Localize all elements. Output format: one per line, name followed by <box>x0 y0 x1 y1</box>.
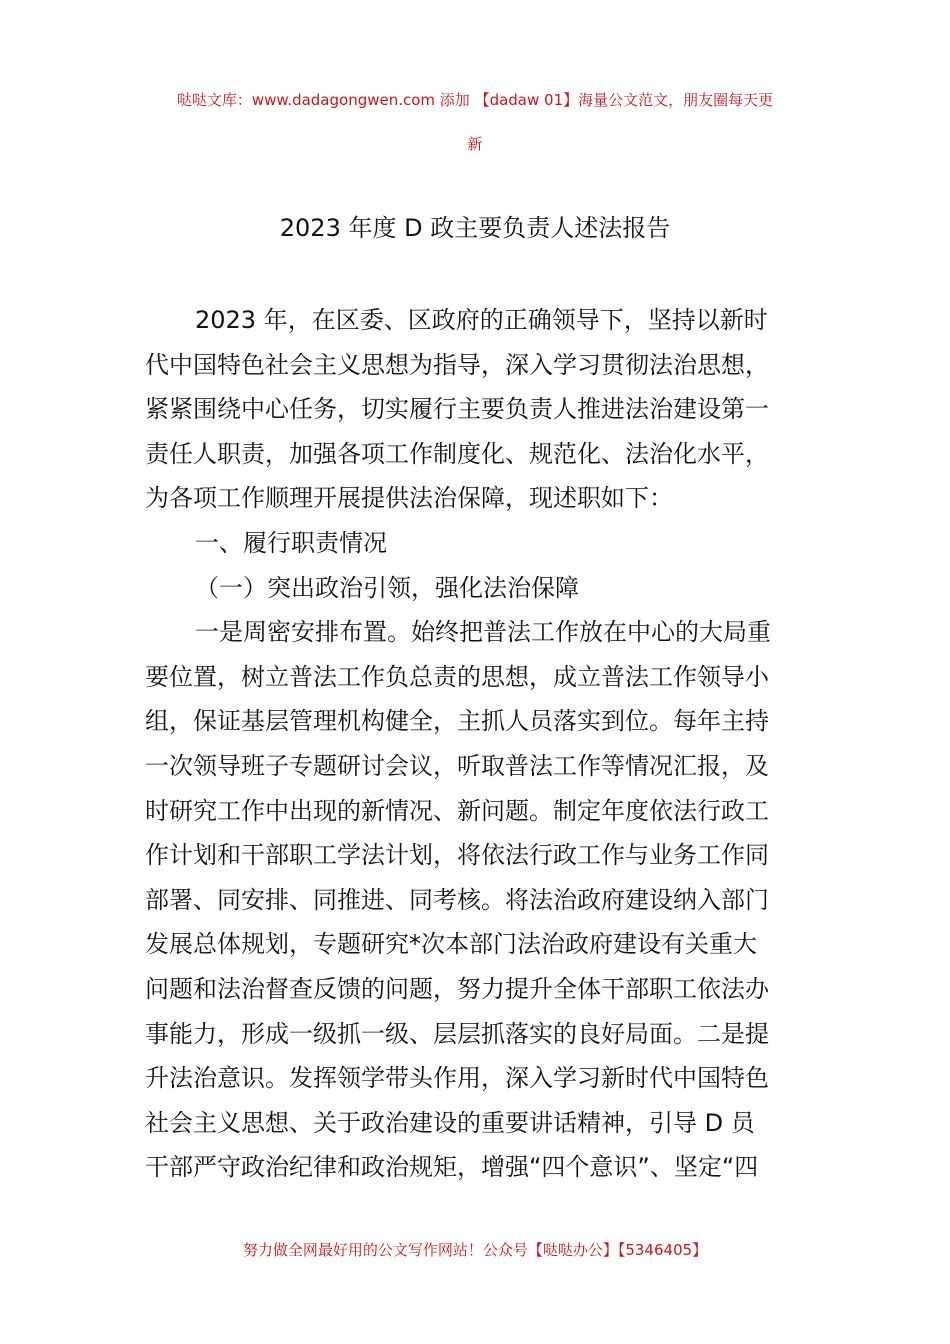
body-line: 问题和法治督查反馈的问题，努力提升全体干部职工依法办 <box>145 974 769 1003</box>
body-line: 一是周密安排布置。始终把普法工作放在中心的大局重 <box>195 618 771 647</box>
body-line: 事能力，形成一级抓一级、层层抓落实的良好局面。二是提 <box>145 1019 769 1048</box>
body-line: 社会主义思想、关于政治建设的重要讲话精神，引导 D 员 <box>145 1108 755 1137</box>
section-heading: 一、履行职责情况 <box>195 528 387 557</box>
subsection-heading: （一）突出政治引领，强化法治保障 <box>195 573 579 602</box>
body-line: 作计划和干部职工学法计划，将依法行政工作与业务工作同 <box>145 841 769 870</box>
body-line: 时研究工作中出现的新情况、新问题。制定年度依法行政工 <box>145 796 769 825</box>
body-line: 2023 年，在区委、区政府的正确领导下，坚持以新时 <box>195 306 768 334</box>
body-line: 代中国特色社会主义思想为指导，深入学习贯彻法治思想， <box>145 350 769 379</box>
body-line: 部署、同安排、同推进、同考核。将法治政府建设纳入部门 <box>145 885 769 914</box>
body-line: 升法治意识。发挥领学带头作用，深入学习新时代中国特色 <box>145 1064 769 1093</box>
body-line: 为各项工作顺理开展提供法治保障，现述职如下： <box>145 484 673 513</box>
body-line: 发展总体规划，专题研究*次本部门法治政府建设有关重大 <box>145 930 757 959</box>
body-line: 责任人职责，加强各项工作制度化、规范化、法治化水平， <box>145 439 769 468</box>
document-body <box>145 298 815 1190</box>
header-ad-line-1: 哒哒文库：www.dadagongwen.com 添加 【dadaw 01】海量公文范文，朋友圈每天更 <box>176 91 774 109</box>
header-ad-note <box>140 86 810 174</box>
body-line: 组，保证基层管理机构健全，主抓人员落实到位。每年主持 <box>145 707 769 736</box>
footer-ad-note: 努力做全网最好用的公文写作网站！公众号【哒哒办公】【5346405】 <box>242 1241 708 1259</box>
body-line: 紧紧围绕中心任务，切实履行主要负责人推进法治建设第一 <box>145 395 769 424</box>
body-line: 一次领导班子专题研讨会议，听取普法工作等情况汇报，及 <box>145 751 769 780</box>
header-ad-line-2: 新 <box>467 135 483 153</box>
body-line: 干部严守政治纪律和政治规矩，增强“四个意识”、坚定“四 <box>145 1153 759 1182</box>
body-line: 要位置，树立普法工作负总责的思想，成立普法工作领导小 <box>145 662 769 691</box>
document-title: 2023 年度 D 政主要负责人述法报告 <box>279 214 671 242</box>
